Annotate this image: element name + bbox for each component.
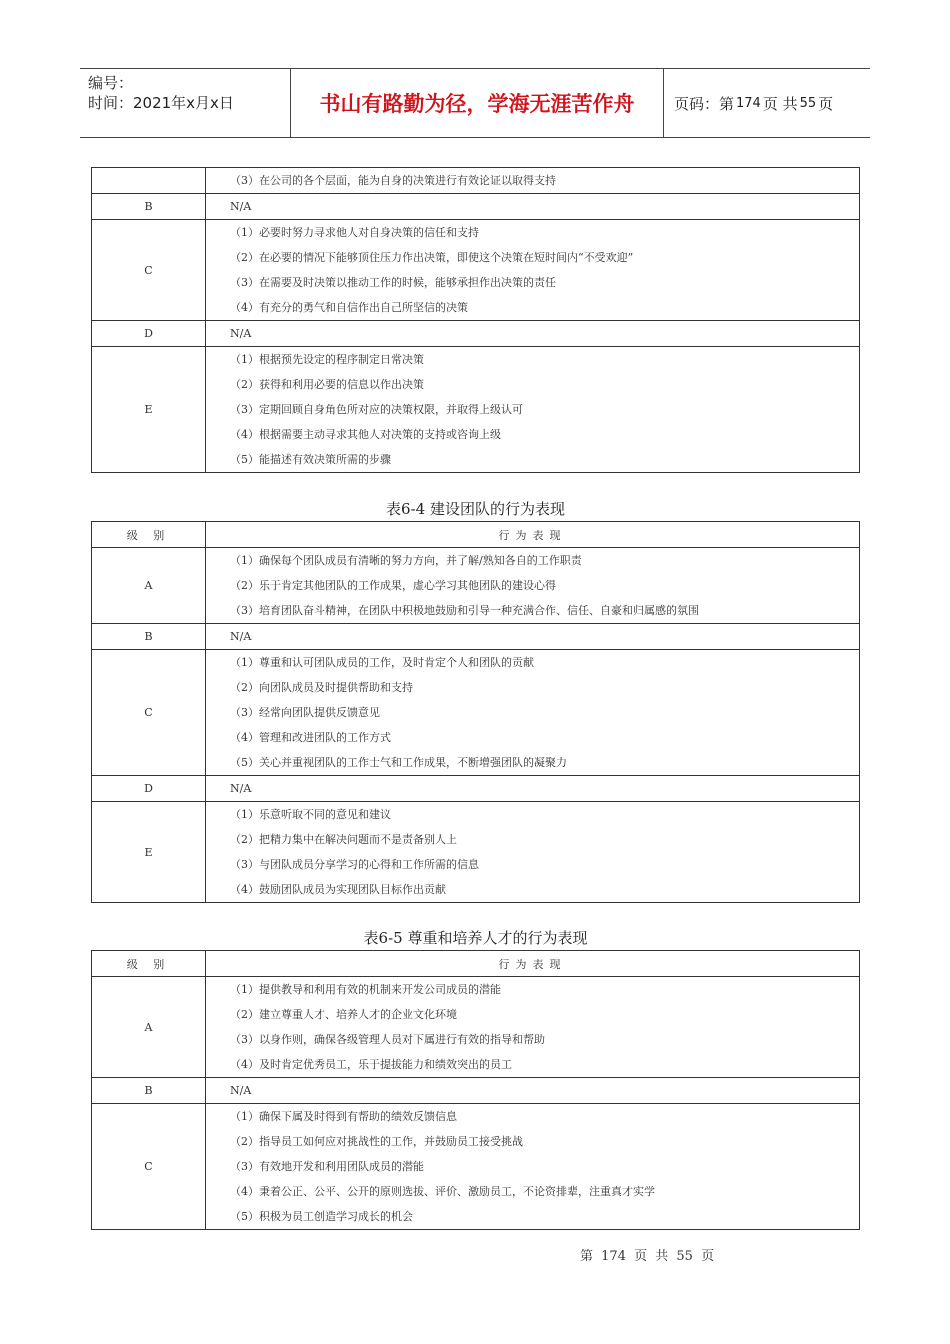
behavior-item: （4）鼓励团队成员为实现团队目标作出贡献: [230, 883, 446, 896]
footer-suffix: 页: [701, 1249, 715, 1264]
behavior-item: （1）必要时努力寻求他人对自身决策的信任和支持: [230, 226, 479, 239]
level-row-b: [92, 194, 860, 220]
behavior-item: （3）经常向团队提供反馈意见: [230, 706, 380, 719]
level-row-c: [92, 1104, 860, 1230]
page-mid: 页 共: [762, 94, 798, 113]
level-cell: D: [92, 321, 206, 347]
behavior-cell: [206, 548, 860, 624]
behavior-item: （1）乐意听取不同的意见和建议: [230, 808, 391, 821]
level-cell: E: [92, 802, 206, 903]
level-cell: A: [92, 548, 206, 624]
table-body: [92, 168, 860, 473]
page-total: 55: [799, 95, 817, 111]
behavior-cell: [206, 776, 860, 802]
table-body: [92, 951, 860, 1230]
behavior-item: N/A: [230, 630, 252, 643]
header-meta: [80, 69, 291, 137]
behavior-item: （3）培育团队奋斗精神，在团队中积极地鼓励和引导一种充满合作、信任、自豪和归属感的氛围: [230, 604, 699, 617]
table-header-row: [92, 522, 860, 548]
decision-behavior-table: [91, 167, 860, 473]
col-header-behavior: 行为表现: [206, 951, 860, 977]
behavior-item: （4）及时肯定优秀员工，乐于提拔能力和绩效突出的员工: [230, 1058, 512, 1071]
behavior-item: （2）向团队成员及时提供帮助和支持: [230, 681, 413, 694]
behavior-item: （1）确保下属及时得到有帮助的绩效反馈信息: [230, 1110, 457, 1123]
level-row-e: [92, 347, 860, 473]
behavior-item: （2）在必要的情况下能够顶住压力作出决策，即使这个决策在短时间内“不受欢迎”: [230, 251, 634, 264]
behavior-item: （1）确保每个团队成员有清晰的努力方向，并了解/熟知各自的工作职责: [230, 554, 582, 567]
level-row-d: [92, 321, 860, 347]
level-cell: C: [92, 1104, 206, 1230]
level-row-a: [92, 548, 860, 624]
level-row-cont: [92, 168, 860, 194]
level-cell: B: [92, 1078, 206, 1104]
table-caption-6-5: 表6-5 尊重和培养人才的行为表现: [363, 929, 588, 947]
behavior-cell: [206, 1104, 860, 1230]
behavior-cell: [206, 624, 860, 650]
behavior-item: （1）根据预先设定的程序制定日常决策: [230, 353, 424, 366]
behavior-item: （4）有充分的勇气和自信作出自己所坚信的决策: [230, 301, 468, 314]
behavior-item: N/A: [230, 1084, 252, 1097]
behavior-item: （4）管理和改进团队的工作方式: [230, 731, 391, 744]
behavior-cell: [206, 194, 860, 220]
level-cell: C: [92, 220, 206, 321]
talent-development-table: [91, 950, 860, 1230]
level-cell: B: [92, 194, 206, 220]
page-header: [80, 68, 870, 138]
behavior-item: （5）积极为员工创造学习成长的机会: [230, 1210, 413, 1223]
footer-prefix: 第: [580, 1249, 594, 1264]
level-row-c: [92, 650, 860, 776]
page-footer: [580, 1245, 714, 1264]
behavior-cell: [206, 1078, 860, 1104]
behavior-item: （3）在需要及时决策以推动工作的时候，能够承担作出决策的责任: [230, 276, 556, 289]
level-cell: E: [92, 347, 206, 473]
level-row-c: [92, 220, 860, 321]
behavior-item: （3）与团队成员分享学习的心得和工作所需的信息: [230, 858, 479, 871]
level-row-a: [92, 977, 860, 1078]
header-motto: 书山有路勤为径，学海无涯苦作舟: [291, 69, 664, 137]
behavior-item: （2）建立尊重人才、培养人才的企业文化环境: [230, 1008, 457, 1021]
number-label: 编号：: [88, 74, 134, 92]
behavior-item: （3）以身作则，确保各级管理人员对下属进行有效的指导和帮助: [230, 1033, 545, 1046]
table-header-row: [92, 951, 860, 977]
behavior-item: （1）尊重和认可团队成员的工作，及时肯定个人和团队的贡献: [230, 656, 534, 669]
level-cell: D: [92, 776, 206, 802]
team-building-table: [91, 521, 860, 903]
behavior-cell: [206, 321, 860, 347]
behavior-item: （4）根据需要主动寻求其他人对决策的支持或咨询上级: [230, 428, 501, 441]
behavior-item: N/A: [230, 200, 252, 213]
col-header-level: 级 别: [92, 951, 206, 977]
col-header-behavior: 行为表现: [206, 522, 860, 548]
behavior-item: （5）关心并重视团队的工作士气和工作成果，不断增强团队的凝聚力: [230, 756, 567, 769]
level-row-b: [92, 624, 860, 650]
behavior-cell: [206, 347, 860, 473]
behavior-cell: [206, 650, 860, 776]
page-prefix: 页码：第: [674, 94, 735, 113]
behavior-item: （2）指导员工如何应对挑战性的工作，并鼓励员工接受挑战: [230, 1135, 523, 1148]
behavior-item: N/A: [230, 782, 252, 795]
behavior-cell: [206, 220, 860, 321]
time-line: 时间：2021年x月x日: [88, 94, 234, 112]
table-caption-6-4: 表6-4 建设团队的行为表现: [386, 500, 565, 518]
level-cell: C: [92, 650, 206, 776]
footer-total: 55: [676, 1249, 693, 1264]
behavior-item: （2）获得和利用必要的信息以作出决策: [230, 378, 424, 391]
header-page-info: [664, 69, 870, 137]
behavior-cell: [206, 168, 860, 194]
behavior-item: （4）秉着公正、公平、公开的原则选拔、评价、激励员工，不论资排辈，注重真才实学: [230, 1185, 655, 1198]
level-cell: A: [92, 977, 206, 1078]
behavior-item: （1）提供教导和利用有效的机制来开发公司成员的潜能: [230, 983, 501, 996]
level-row-e: [92, 802, 860, 903]
behavior-cell: [206, 802, 860, 903]
behavior-item: （2）把精力集中在解决问题而不是责备别人上: [230, 833, 457, 846]
level-row-b: [92, 1078, 860, 1104]
behavior-item: （3）有效地开发和利用团队成员的潜能: [230, 1160, 424, 1173]
behavior-item: （5）能描述有效决策所需的步骤: [230, 453, 391, 466]
page-current: 174: [736, 95, 761, 111]
level-cell: [92, 168, 206, 194]
level-row-d: [92, 776, 860, 802]
behavior-item: （2）乐于肯定其他团队的工作成果，虚心学习其他团队的建设心得: [230, 579, 556, 592]
behavior-item: （3）在公司的各个层面，能为自身的决策进行有效论证以取得支持: [230, 174, 556, 187]
footer-current: 174: [601, 1249, 626, 1264]
page-suffix: 页: [818, 94, 834, 113]
col-header-level: 级 别: [92, 522, 206, 548]
level-cell: B: [92, 624, 206, 650]
footer-mid: 页 共: [634, 1249, 669, 1264]
behavior-item: N/A: [230, 327, 252, 340]
behavior-item: （3）定期回顾自身角色所对应的决策权限，并取得上级认可: [230, 403, 523, 416]
behavior-cell: [206, 977, 860, 1078]
table-body: [92, 522, 860, 903]
